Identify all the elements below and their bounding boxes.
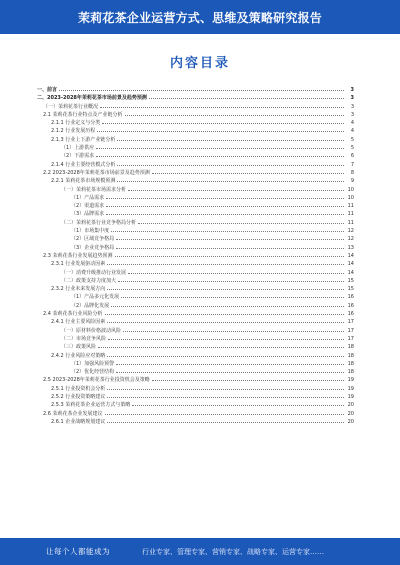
toc-entry-title: （三）政策风险 xyxy=(61,344,97,351)
toc-page-number: 17 xyxy=(347,335,354,342)
toc-entry[interactable] xyxy=(37,243,354,251)
toc-entry[interactable] xyxy=(37,384,354,392)
toc-entry-title: 2.4.1 行业主要风险因素 xyxy=(51,319,106,326)
toc-dot-leader xyxy=(115,251,344,257)
toc-entry-title: 2.6 茉莉花茶企业发展建议 xyxy=(43,410,103,417)
toc-entry[interactable] xyxy=(37,259,354,267)
toc-entry[interactable] xyxy=(37,392,354,400)
toc-entry[interactable] xyxy=(37,151,354,159)
toc-page-number: 19 xyxy=(347,385,354,392)
toc-dot-leader xyxy=(125,110,344,116)
toc-entry[interactable] xyxy=(37,317,354,325)
toc-dot-leader xyxy=(138,218,344,224)
toc-dot-leader xyxy=(100,102,344,108)
toc-entry-title: （一）茉莉花茶市场需求分析 xyxy=(61,186,127,193)
toc-entry-title: （二）市场竞争风险 xyxy=(61,335,107,342)
toc-entry-title: 2.3.1 行业发展驱动因素 xyxy=(51,261,106,268)
toc-page-number: 9 xyxy=(350,178,354,185)
toc-entry-title: 2.5.2 行业投资策略建议 xyxy=(51,393,106,400)
toc-entry[interactable] xyxy=(37,209,354,217)
toc-page-number: 18 xyxy=(347,369,354,376)
toc-dot-leader xyxy=(107,351,344,357)
toc-dot-leader xyxy=(96,143,344,149)
toc-page-number: 4 xyxy=(350,120,354,127)
toc-dot-leader xyxy=(152,168,344,174)
toc-page-number: 5 xyxy=(350,145,354,152)
toc-entry[interactable] xyxy=(37,160,354,168)
toc-entry-title: （2）品牌化发展 xyxy=(71,302,110,309)
toc-page-number: 13 xyxy=(347,244,354,251)
toc-entry[interactable] xyxy=(37,218,354,226)
table-of-contents xyxy=(37,85,354,425)
toc-page-number: 14 xyxy=(347,252,354,259)
toc-page-number: 18 xyxy=(347,360,354,367)
toc-entry[interactable] xyxy=(37,168,354,176)
toc-page-number: 15 xyxy=(347,286,354,293)
toc-page-number: 15 xyxy=(347,277,354,284)
toc-entry[interactable] xyxy=(37,251,354,259)
toc-entry[interactable] xyxy=(37,143,354,151)
toc-entry-title: 2.1.4 行业主要经营模式分析 xyxy=(51,161,116,168)
toc-page-number: 11 xyxy=(347,219,354,226)
toc-entry[interactable] xyxy=(37,334,354,342)
toc-dot-leader xyxy=(118,276,344,282)
toc-page-number: 8 xyxy=(350,169,354,176)
toc-dot-leader xyxy=(102,118,344,124)
toc-dot-leader xyxy=(152,375,344,381)
toc-entry[interactable] xyxy=(37,201,354,209)
toc-entry[interactable] xyxy=(37,226,354,234)
toc-page-number: 17 xyxy=(347,319,354,326)
toc-entry-title: 2.2 2023-2028年茉莉花茶市场前景及趋势预测 xyxy=(43,169,150,176)
toc-entry-title: 2.1.2 行业发展历程 xyxy=(51,128,96,135)
toc-page-number: 18 xyxy=(347,344,354,351)
toc-entry[interactable] xyxy=(37,176,354,184)
toc-dot-leader xyxy=(117,135,344,141)
toc-entry[interactable] xyxy=(37,268,354,276)
toc-dot-leader xyxy=(107,259,344,265)
toc-dot-leader xyxy=(107,392,344,398)
toc-entry-title: 2.4 茉莉花茶行业风险分析 xyxy=(43,311,103,318)
toc-entry[interactable] xyxy=(37,400,354,408)
toc-dot-leader xyxy=(106,209,344,215)
toc-entry-title: （一）原材料价格波动风险 xyxy=(61,327,122,334)
toc-dot-leader xyxy=(107,317,344,323)
toc-entry[interactable] xyxy=(37,185,354,193)
toc-dot-leader xyxy=(106,201,344,207)
toc-dot-leader xyxy=(123,326,344,332)
toc-entry[interactable] xyxy=(37,326,354,334)
toc-entry-title: （1）上游供应 xyxy=(61,145,95,152)
toc-entry-title: 一、前言 xyxy=(37,87,58,93)
toc-dot-leader xyxy=(149,93,344,99)
toc-page-number: 20 xyxy=(347,418,354,425)
toc-page-number: 6 xyxy=(350,153,354,160)
toc-page-number: 12 xyxy=(347,228,354,235)
toc-entry[interactable] xyxy=(37,126,354,134)
toc-page-number: 11 xyxy=(347,211,354,218)
toc-dot-leader xyxy=(98,342,344,348)
toc-dot-leader xyxy=(107,417,344,423)
toc-entry-title: （3）品牌需求 xyxy=(71,211,105,218)
footer-tagline: 行业专家、管理专家、营销专家、战略专家、运营专家…… xyxy=(142,547,324,556)
toc-entry[interactable] xyxy=(37,110,354,118)
toc-entry[interactable] xyxy=(37,292,354,300)
toc-page-number: 10 xyxy=(347,194,354,201)
toc-entry[interactable] xyxy=(37,417,354,425)
toc-entry[interactable] xyxy=(37,193,354,201)
toc-entry-title: （1）市场集中度 xyxy=(71,228,110,235)
toc-dot-leader xyxy=(128,268,344,274)
toc-entry-title: 2.5.1 行业投资机会分析 xyxy=(51,385,106,392)
toc-dot-leader xyxy=(121,292,344,298)
toc-entry-title: （2）渠道需求 xyxy=(71,203,105,210)
toc-entry-title: （一）茉莉花茶行业概况 xyxy=(43,103,99,110)
toc-entry[interactable] xyxy=(37,85,354,93)
toc-dot-leader xyxy=(107,384,344,390)
toc-page-number: 18 xyxy=(347,352,354,359)
toc-entry-title: （2）下游需求 xyxy=(61,153,95,160)
toc-entry-title: （3）企业竞争格局 xyxy=(71,244,115,251)
toc-entry-title: （二）茉莉花茶行业竞争格局分析 xyxy=(61,219,137,226)
header-banner xyxy=(0,0,400,34)
toc-entry-title: 2.3 茉莉花茶行业发展趋势预测 xyxy=(43,252,113,259)
toc-heading: 内容目录 xyxy=(169,56,230,71)
toc-page-number: 10 xyxy=(347,186,354,193)
toc-entry[interactable] xyxy=(37,342,354,350)
toc-dot-leader xyxy=(132,400,344,406)
toc-entry-title: 2.5 2023-2028年茉莉花茶行业投资机会及策略 xyxy=(43,377,150,384)
toc-dot-leader xyxy=(105,309,344,315)
toc-entry-title: 2.3.2 行业未来发展方向 xyxy=(51,286,106,293)
toc-entry-title: （一）消费升级推动行业发展 xyxy=(61,269,127,276)
toc-page-number: 4 xyxy=(350,128,354,135)
toc-page-number: 20 xyxy=(347,402,354,409)
toc-dot-leader xyxy=(59,85,344,91)
toc-dot-leader xyxy=(111,301,344,307)
toc-entry[interactable] xyxy=(37,367,354,375)
toc-entry-title: （1）加强风险预警 xyxy=(71,360,115,367)
toc-entry[interactable] xyxy=(37,301,354,309)
toc-dot-leader xyxy=(105,409,344,415)
toc-entry[interactable] xyxy=(37,359,354,367)
toc-dot-leader xyxy=(117,176,344,182)
toc-entry[interactable] xyxy=(37,375,354,383)
toc-dot-leader xyxy=(116,367,344,373)
toc-page-number: 7 xyxy=(350,161,354,168)
toc-entry-title: 二、2023-2028年茉莉花茶市场前景及趋势预测 xyxy=(37,95,147,102)
toc-entry-title: 2.1.1 行业定义与分类 xyxy=(51,120,101,127)
toc-page-number: 19 xyxy=(347,377,354,384)
toc-entry-title: （1）产品需求 xyxy=(71,194,105,201)
report-title: 茉莉花茶企业运营方式、思维及策略研究报告 xyxy=(77,10,322,25)
toc-entry-title: 2.5.3 茉莉花茶企业运营方式与策略 xyxy=(51,402,131,409)
toc-page-number: 16 xyxy=(347,294,354,301)
toc-page-number: 20 xyxy=(347,410,354,417)
toc-entry[interactable] xyxy=(37,135,354,143)
toc-dot-leader xyxy=(106,193,344,199)
toc-entry-title: 2.1 茉莉花茶行业特点及产业链分析 xyxy=(43,111,123,118)
toc-entry-title: （2）优化经营结构 xyxy=(71,369,115,376)
toc-page-number: 17 xyxy=(347,327,354,334)
toc-page-number: 3 xyxy=(350,103,354,110)
toc-entry[interactable] xyxy=(37,351,354,359)
toc-entry[interactable] xyxy=(37,118,354,126)
toc-entry[interactable] xyxy=(37,284,354,292)
toc-page-number: 16 xyxy=(347,311,354,318)
toc-dot-leader xyxy=(116,359,344,365)
toc-page-number: 11 xyxy=(347,203,354,210)
toc-page-number: 16 xyxy=(347,302,354,309)
toc-page-number: 19 xyxy=(347,393,354,400)
toc-page-number: 3 xyxy=(350,87,354,93)
toc-entry-title: （二）政策支持力度加大 xyxy=(61,277,117,284)
footer-slogan: 让每个人都能成为 xyxy=(46,547,110,556)
toc-dot-leader xyxy=(128,185,344,191)
footer-banner xyxy=(0,538,400,565)
toc-dot-leader xyxy=(116,234,344,240)
toc-page-number: 14 xyxy=(347,261,354,268)
toc-entry-title: 2.1.3 行业上下游产业链分析 xyxy=(51,136,116,143)
toc-dot-leader xyxy=(108,334,344,340)
toc-entry-title: 2.6.1 企业战略规划建议 xyxy=(51,418,106,425)
toc-entry-title: （1）产品多元化发展 xyxy=(71,294,120,301)
toc-entry-title: （2）区域竞争格局 xyxy=(71,236,115,243)
toc-page-number: 12 xyxy=(347,236,354,243)
toc-page-number: 3 xyxy=(350,111,354,118)
toc-page-number: 14 xyxy=(347,269,354,276)
toc-entry-title: 2.2.1 茉莉花茶市场规模预测 xyxy=(51,178,116,185)
toc-page-number: 3 xyxy=(350,95,354,102)
toc-entry[interactable] xyxy=(37,234,354,242)
toc-entry-title: 2.4.2 行业风险应对策略 xyxy=(51,352,106,359)
toc-entry[interactable] xyxy=(37,309,354,317)
toc-entry[interactable] xyxy=(37,93,354,101)
toc-dot-leader xyxy=(117,160,344,166)
toc-dot-leader xyxy=(96,151,344,157)
toc-entry[interactable] xyxy=(37,409,354,417)
toc-page-number: 5 xyxy=(350,136,354,143)
toc-entry[interactable] xyxy=(37,102,354,110)
toc-dot-leader xyxy=(116,243,344,249)
toc-dot-leader xyxy=(107,284,344,290)
toc-entry[interactable] xyxy=(37,276,354,284)
toc-dot-leader xyxy=(111,226,344,232)
toc-dot-leader xyxy=(97,126,344,132)
